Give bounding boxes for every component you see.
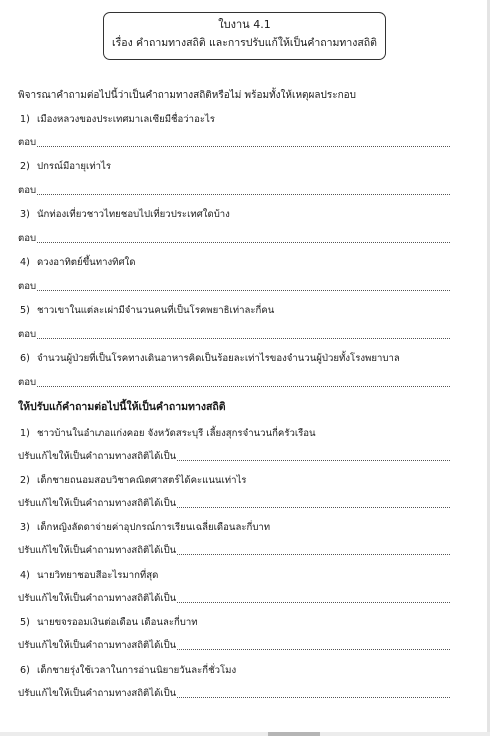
question-text: จำนวนผู้ป่วยที่เป็นโรคทางเดินอาหารคิดเป็นร้อยละเท่าไรของจำนวนผู้ป่วยทั้งโรงพยาบาล — [37, 353, 400, 364]
s2-question-4 — [20, 569, 158, 582]
section2-instruction: ให้ปรับแก้คำถามต่อไปนี้ให้เป็นคำถามทางสถิติ — [18, 401, 226, 413]
answer-line[interactable] — [37, 194, 450, 195]
s1-question-4 — [20, 256, 135, 269]
worksheet-subtitle: เรื่อง คำถามทางสถิติ และการปรับแก้ให้เป็นคำถามทางสถิติ — [112, 37, 377, 49]
s1-question-6 — [20, 352, 400, 365]
answer-label: ตอบ — [18, 185, 37, 196]
answer-line[interactable] — [177, 507, 450, 508]
answer-label: ปรับแก้ไขให้เป็นคำถามทางสถิติได้เป็น — [18, 640, 177, 651]
s1-answer-1[interactable] — [18, 136, 450, 149]
question-text: ชาวบ้านในอำเภอแก่งคอย จังหวัดสระบุรี เลี้ยงสุกรจำนวนกี่ครัวเรือน — [37, 428, 316, 439]
question-text: ปกรณ์มีอายุเท่าไร — [37, 161, 112, 172]
question-text: นายวิทยาชอบสีอะไรมากที่สุด — [37, 570, 159, 581]
question-text: ดวงอาทิตย์ขึ้นทางทิศใด — [37, 257, 136, 268]
answer-label: ปรับแก้ไขให้เป็นคำถามทางสถิติได้เป็น — [18, 451, 177, 462]
question-number: 5) — [20, 305, 30, 316]
s1-question-5 — [20, 304, 274, 317]
answer-label: ปรับแก้ไขให้เป็นคำถามทางสถิติได้เป็น — [18, 545, 177, 556]
answer-label: ตอบ — [18, 377, 37, 388]
answer-line[interactable] — [177, 554, 450, 555]
question-number: 1) — [20, 114, 30, 125]
title-box — [103, 12, 386, 60]
answer-label: ปรับแก้ไขให้เป็นคำถามทางสถิติได้เป็น — [18, 593, 177, 604]
s2-answer-5[interactable] — [18, 639, 450, 652]
s1-answer-2[interactable] — [18, 184, 450, 197]
question-text: เมืองหลวงของประเทศมาเลเซียมีชื่อว่าอะไร — [37, 114, 215, 125]
s2-question-5 — [20, 616, 198, 629]
question-text: นายขจรออมเงินต่อเดือน เดือนละกี่บาท — [37, 617, 198, 628]
answer-line[interactable] — [177, 649, 450, 650]
question-number: 6) — [20, 353, 30, 364]
question-number: 2) — [20, 161, 30, 172]
question-text: ชาวเขาในแต่ละเผ่ามีจำนวนคนที่เป็นโรคพยาธิเท่าละกี่คน — [37, 305, 275, 316]
answer-label: ตอบ — [18, 281, 37, 292]
answer-line[interactable] — [177, 602, 450, 603]
s2-answer-2[interactable] — [18, 497, 450, 510]
s2-question-2 — [20, 474, 246, 487]
s2-answer-6[interactable] — [18, 687, 450, 700]
scrollbar-thumb[interactable] — [268, 732, 320, 736]
answer-label: ตอบ — [18, 329, 37, 340]
s2-answer-4[interactable] — [18, 592, 450, 605]
s2-question-1 — [20, 427, 316, 440]
answer-line[interactable] — [37, 338, 450, 339]
answer-line[interactable] — [37, 386, 450, 387]
s2-answer-3[interactable] — [18, 544, 450, 557]
question-number: 1) — [20, 428, 30, 439]
answer-line[interactable] — [37, 242, 450, 243]
s1-answer-6[interactable] — [18, 376, 450, 389]
answer-label: ตอบ — [18, 137, 37, 148]
question-text: เด็กชายรุ่งใช้เวลาในการอ่านนิยายวันละกี่ชั่วโมง — [37, 665, 237, 676]
answer-line[interactable] — [37, 290, 450, 291]
worksheet-title: ใบงาน 4.1 — [218, 18, 271, 31]
question-number: 4) — [20, 257, 30, 268]
answer-label: ปรับแก้ไขให้เป็นคำถามทางสถิติได้เป็น — [18, 688, 177, 699]
question-number: 2) — [20, 475, 30, 486]
answer-line[interactable] — [37, 146, 450, 147]
question-text: เด็กชายถนอมสอบวิชาคณิตศาสตร์ได้คะแนนเท่าไร — [37, 475, 247, 486]
s1-answer-5[interactable] — [18, 328, 450, 341]
question-text: นักท่องเที่ยวชาวไทยชอบไปเที่ยวประเทศใดบ้าง — [37, 209, 230, 220]
s2-question-3 — [20, 521, 270, 534]
answer-label: ตอบ — [18, 233, 37, 244]
section1-instruction: พิจารณาคำถามต่อไปนี้ว่าเป็นคำถามทางสถิติหรือไม่ พร้อมทั้งให้เหตุผลประกอบ — [18, 90, 357, 101]
s1-question-1 — [20, 113, 215, 126]
horizontal-scrollbar[interactable] — [0, 732, 490, 736]
answer-label: ปรับแก้ไขให้เป็นคำถามทางสถิติได้เป็น — [18, 498, 177, 509]
s1-answer-3[interactable] — [18, 232, 450, 245]
question-number: 5) — [20, 617, 30, 628]
s1-question-3 — [20, 208, 230, 221]
question-number: 3) — [20, 522, 30, 533]
question-number: 4) — [20, 570, 30, 581]
question-number: 3) — [20, 209, 30, 220]
question-number: 6) — [20, 665, 30, 676]
s2-answer-1[interactable] — [18, 450, 450, 463]
s2-question-6 — [20, 664, 236, 677]
s1-question-2 — [20, 160, 111, 173]
answer-line[interactable] — [177, 697, 450, 698]
answer-line[interactable] — [177, 460, 450, 461]
question-text: เด็กหญิงลัดดาจ่ายค่าอุปกรณ์การเรียนเฉลี่ยเดือนละกี่บาท — [37, 522, 271, 533]
s1-answer-4[interactable] — [18, 280, 450, 293]
